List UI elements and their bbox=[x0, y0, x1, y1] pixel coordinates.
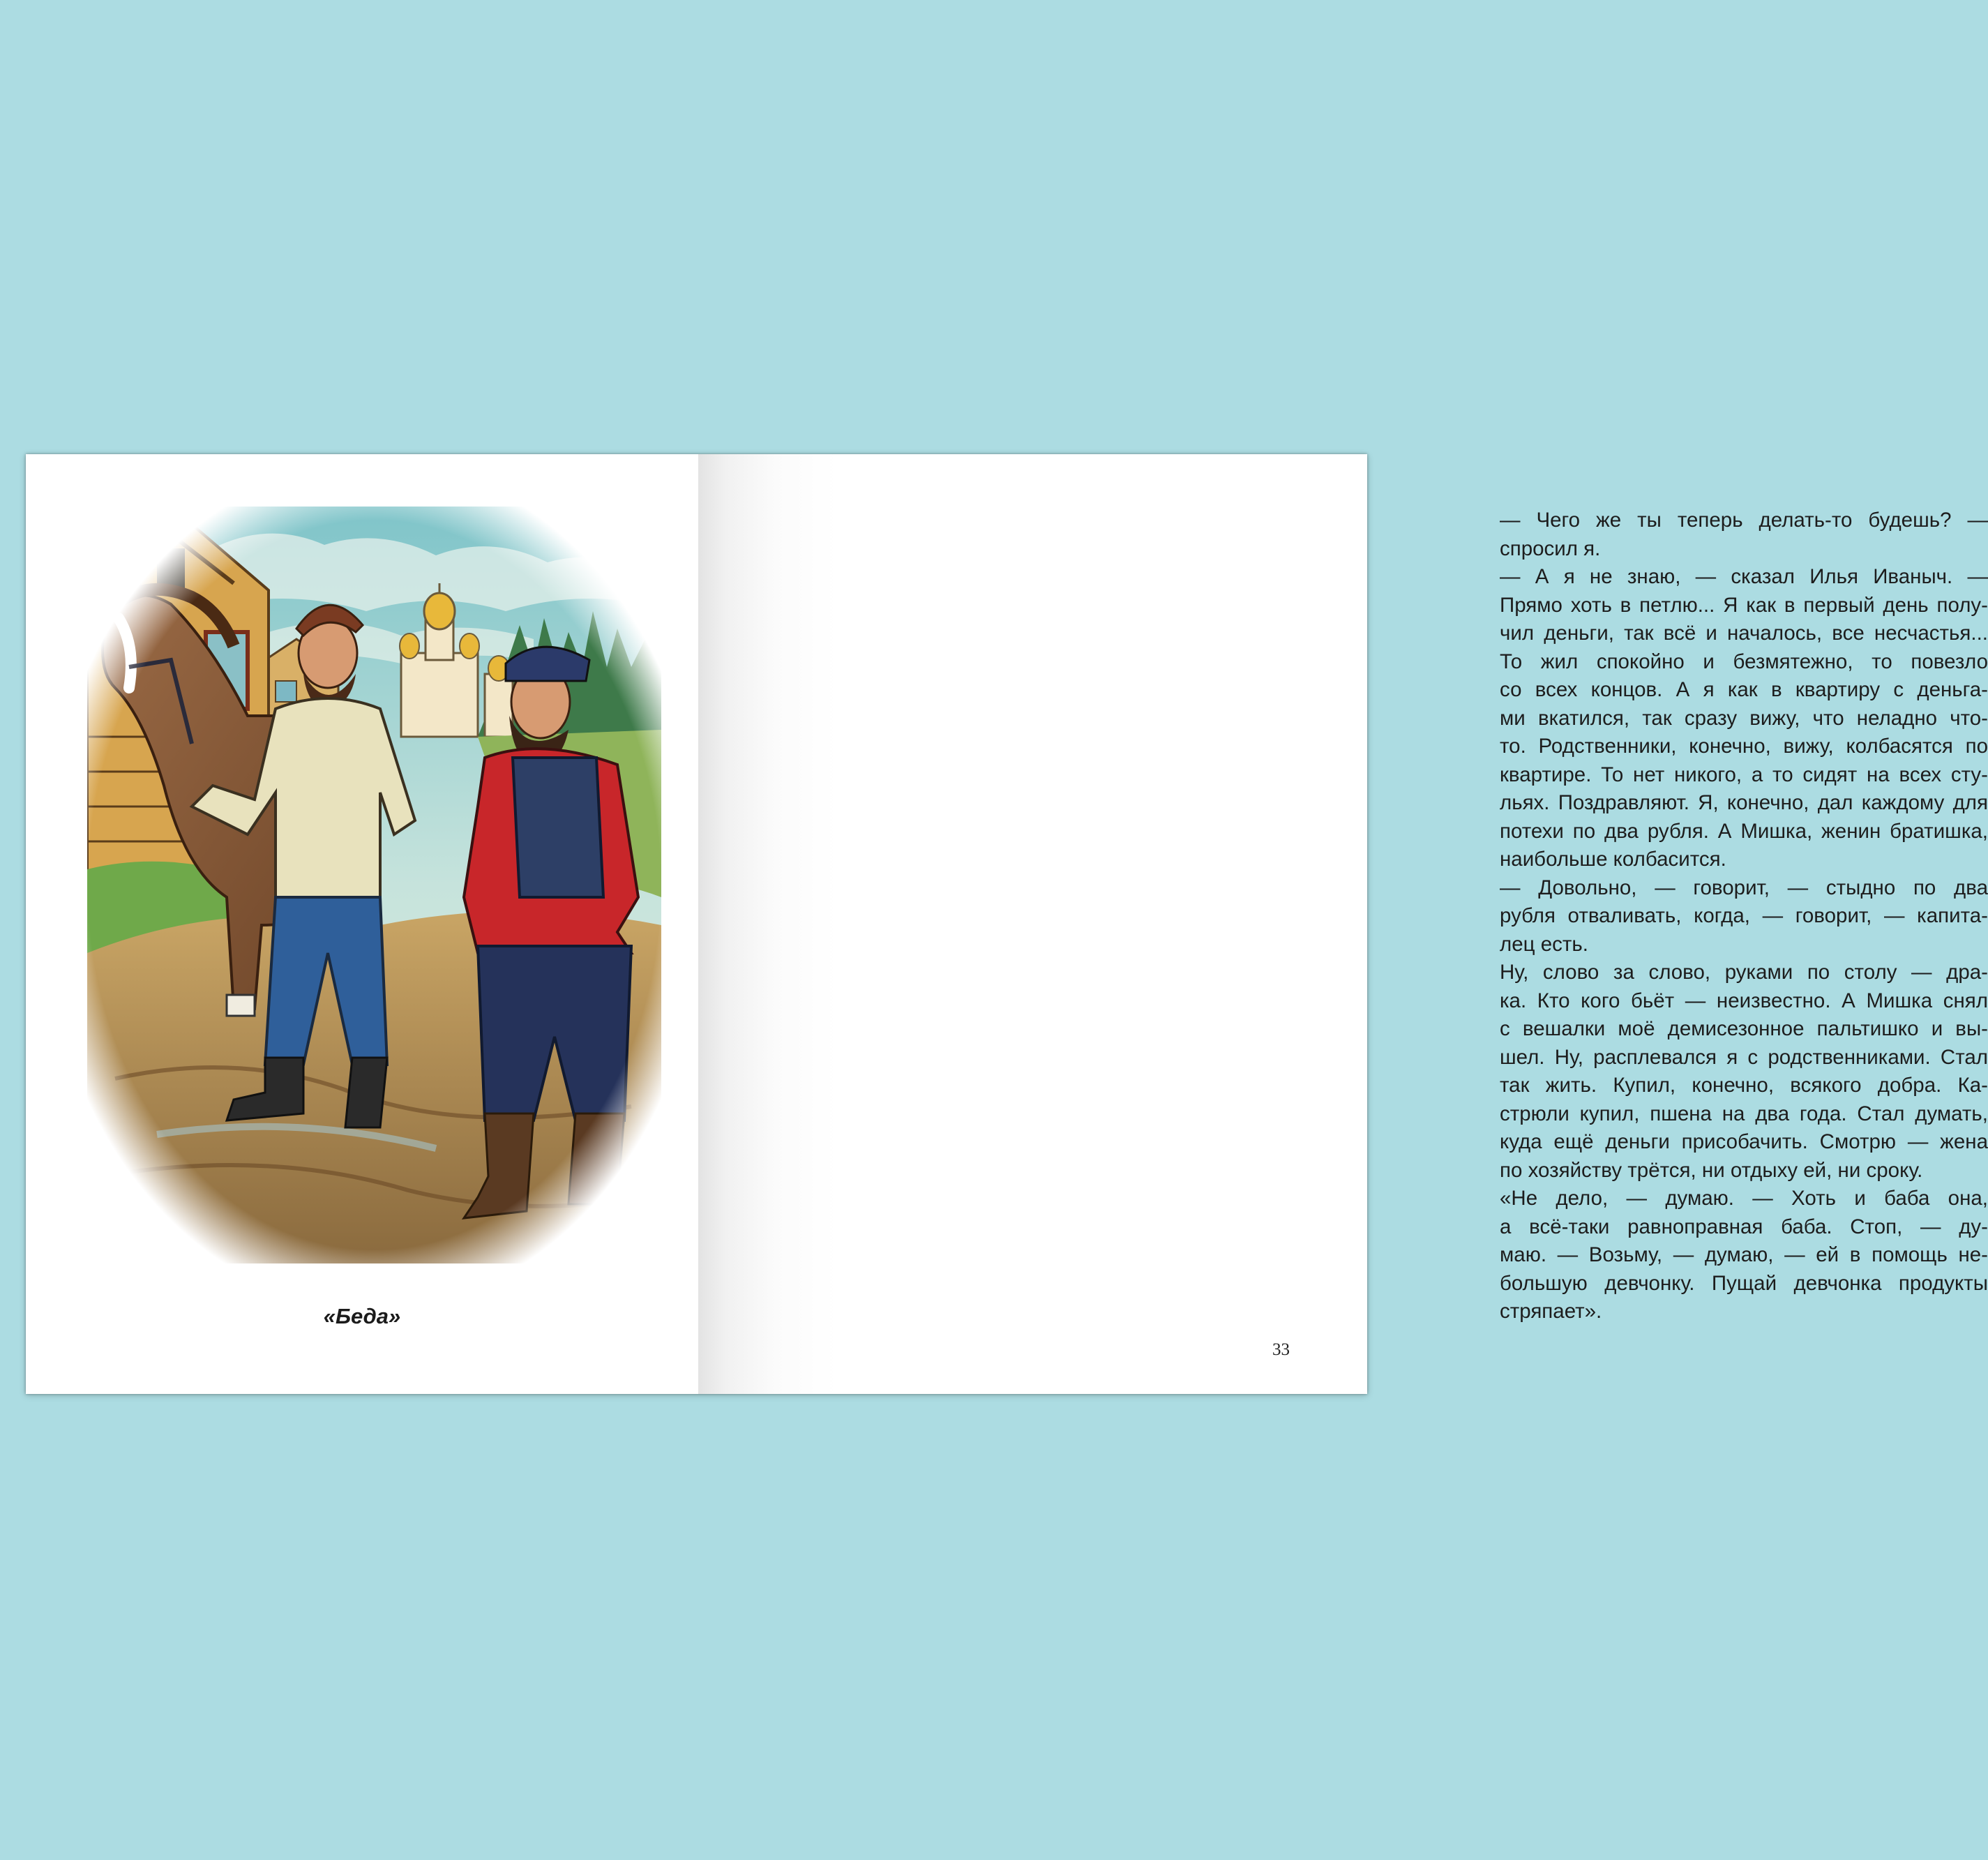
text-line: льях. Поздравляют. Я, конечно, дал каждому для bbox=[1500, 791, 1988, 814]
book-spread bbox=[26, 454, 1988, 1394]
text-line: То жил спокойно и безмятежно, то повезло bbox=[1500, 650, 1988, 673]
paragraph bbox=[1467, 563, 1988, 874]
text-line: а всё-таки равноправная баба. Стоп, — ду- bbox=[1500, 1215, 1988, 1238]
text-line: куда ещё деньги присобачить. Смотрю — жена bbox=[1500, 1130, 1988, 1153]
left-page bbox=[26, 454, 698, 1394]
text-line: «Не дело, — думаю. — Хоть и баба она, bbox=[1500, 1187, 1988, 1210]
text-line: — Довольно, — говорит, — стыдно по два bbox=[1500, 876, 1988, 899]
paragraph bbox=[1467, 959, 1988, 1185]
text-line: спросил я. bbox=[1500, 537, 1601, 560]
illustration-caption: «Беда» bbox=[323, 1304, 401, 1328]
text-line: рубля отваливать, когда, — говорит, — капита- bbox=[1500, 904, 1988, 927]
text-line: — А я не знаю, — сказал Илья Иваныч. — bbox=[1500, 565, 1988, 588]
page-number: 33 bbox=[1272, 1340, 1290, 1359]
text-line: со всех концов. А я как в квартиру с деньга- bbox=[1500, 678, 1988, 701]
text-line: стрюли купил, пшена на два года. Стал думать, bbox=[1500, 1102, 1988, 1125]
illustration-image bbox=[87, 507, 661, 1263]
text-line: Прямо хоть в петлю... Я как в первый день полу- bbox=[1500, 593, 1988, 617]
text-line: чил деньги, так всё и началось, все несчастья... bbox=[1500, 622, 1988, 645]
text-line: стряпает». bbox=[1500, 1300, 1602, 1323]
text-line: маю. — Возьму, — думаю, — ей в помощь не- bbox=[1500, 1243, 1988, 1266]
text-line: с вешалки моё демисезонное пальтишко и вы- bbox=[1500, 1017, 1988, 1040]
text-line: шел. Ну, расплевался я с родственниками. Стал bbox=[1500, 1045, 1988, 1069]
paragraph bbox=[1467, 507, 1988, 563]
body-text bbox=[1467, 507, 1988, 1326]
text-line: лец есть. bbox=[1500, 932, 1588, 956]
text-line: — Чего же ты теперь делать-то будешь? — bbox=[1500, 509, 1988, 532]
text-line: ка. Кто кого бьёт — неизвестно. А Мишка снял bbox=[1500, 989, 1988, 1012]
text-line: так жить. Купил, конечно, всякого добра. Ка- bbox=[1500, 1074, 1988, 1097]
text-line: Ну, слово за слово, руками по столу — дра- bbox=[1500, 961, 1988, 984]
text-line: квартире. То нет никого, а то сидят на всех сту- bbox=[1500, 763, 1988, 786]
right-page bbox=[698, 454, 1988, 1394]
text-line: наибольше колбасится. bbox=[1500, 848, 1726, 871]
illustration bbox=[87, 507, 661, 1263]
text-line: большую девчонку. Пущай девчонка продукты bbox=[1500, 1271, 1988, 1295]
paragraph bbox=[1467, 874, 1988, 959]
text-line: потехи по два рубля. А Мишка, женин братишка, bbox=[1500, 819, 1988, 843]
text-line: ми вкатился, так сразу вижу, что неладно что- bbox=[1500, 706, 1988, 730]
text-line: по хозяйству трётся, ни отдыху ей, ни сроку. bbox=[1500, 1158, 1923, 1182]
text-line: то. Родственники, конечно, вижу, колбасятся по bbox=[1500, 735, 1988, 758]
paragraph bbox=[1467, 1185, 1988, 1326]
